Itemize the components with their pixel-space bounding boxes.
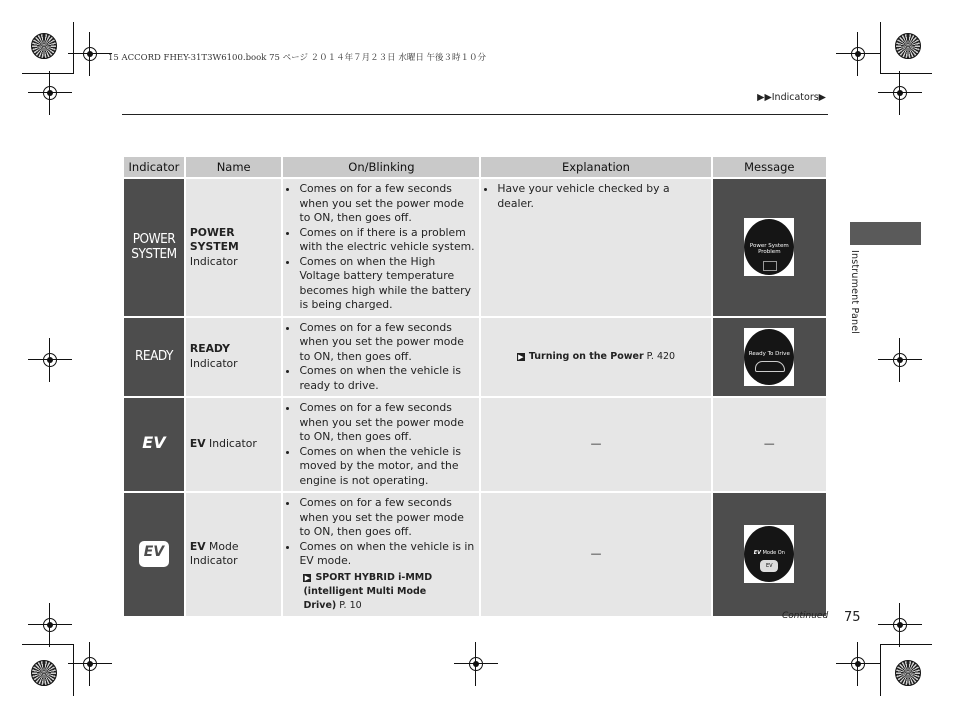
car-icon (755, 361, 785, 372)
registration-target (466, 654, 486, 674)
list-item: • Comes on when the High Voltage battery temperature becomes high while the battery is being charged. (299, 255, 475, 313)
header-name: Name (186, 157, 282, 177)
crop-mark (73, 644, 74, 696)
crop-mark (880, 73, 932, 74)
on-blinking-cell (283, 179, 479, 316)
ev-mode-indicator-icon (124, 493, 184, 616)
message-text: Problem (758, 249, 781, 256)
icon-text: EV (142, 433, 166, 453)
list-item: • Comes on when the vehicle is in EV mode. (299, 540, 475, 569)
registration-sunburst-top-left (31, 33, 57, 59)
indicator-name (186, 318, 282, 397)
page-number: 75 (844, 610, 861, 625)
registration-target (40, 83, 60, 103)
ready-to-drive-message-image (744, 328, 794, 386)
cross-reference-link[interactable] (517, 351, 675, 362)
registration-target (848, 654, 868, 674)
header-rule (122, 114, 828, 115)
header-message: Message (713, 157, 826, 177)
list-item: • Comes on for a few seconds when you set the power mode to ON, then goes off. (299, 321, 475, 365)
icon-text: READY (134, 348, 173, 365)
section-label: Instrument Panel (849, 250, 860, 335)
table-header-row (124, 157, 826, 177)
registration-target (80, 654, 100, 674)
crop-mark (22, 644, 74, 645)
crop-mark (880, 22, 881, 74)
breadcrumb: ▶▶Indicators▶ (757, 92, 826, 103)
message-text: Power System (749, 243, 789, 250)
warning-graphic-icon (763, 261, 777, 271)
ready-indicator-icon (124, 318, 184, 397)
icon-text: SYSTEM (131, 246, 177, 263)
ev-mode-on-message-image (744, 525, 794, 583)
message-chip: EV (760, 560, 778, 572)
header-indicator: Indicator (124, 157, 184, 177)
reference-arrow-icon: ▶ (304, 573, 311, 582)
print-header: 15 ACCORD FHEY-31T3W6100.book 75 ページ ２０１４年７月２３日 水曜日 午後３時１０分 (108, 53, 487, 63)
reference-arrow-icon: ▶ (518, 352, 524, 361)
list-item: • Comes on when the vehicle is moved by the motor, and the engine is not operating. (299, 445, 475, 489)
header-on-blinking: On/Blinking (283, 157, 479, 177)
registration-target (80, 44, 100, 64)
list-item: • Comes on when the vehicle is ready to drive. (299, 364, 475, 393)
ev-indicator-icon (124, 398, 184, 491)
name-rest: Mode (205, 539, 239, 553)
continued-label: Continued (782, 611, 829, 621)
indicator-name (186, 179, 282, 316)
reference-page: P. 420 (643, 350, 676, 362)
name-bold: EV (189, 539, 206, 553)
name-bold: EV (189, 437, 206, 451)
registration-target (40, 350, 60, 370)
power-system-problem-message-image (744, 218, 794, 276)
name-rest: Indicator (189, 554, 238, 568)
header-explanation: Explanation (481, 157, 710, 177)
message-text: Ready To Drive (748, 350, 790, 357)
list-item: • Have your vehicle checked by a dealer. (497, 182, 706, 211)
list-item: • Comes on for a few seconds when you set the power mode to ON, then goes off. (299, 182, 475, 226)
crop-mark (22, 73, 74, 74)
indicator-name (186, 493, 282, 616)
registration-target (890, 615, 910, 635)
explanation-cell (481, 179, 710, 316)
indicator-name (186, 398, 282, 491)
crop-mark (73, 22, 74, 74)
table-row (124, 318, 826, 397)
message-cell (713, 318, 826, 397)
reference-title: Drive) (303, 599, 337, 611)
explanation-cell: — (481, 493, 710, 616)
on-blinking-cell (283, 493, 479, 616)
on-blinking-cell (283, 318, 479, 397)
reference-title: Turning on the Power (528, 350, 644, 362)
icon-text: EV (139, 541, 169, 567)
list-item: • Comes on for a few seconds when you set the power mode to ON, then goes off. (299, 496, 475, 540)
message-cell (713, 179, 826, 316)
section-tab (850, 222, 921, 245)
message-cell: — (713, 398, 826, 491)
registration-target (848, 44, 868, 64)
registration-sunburst-bottom-right (895, 660, 921, 686)
explanation-cell (481, 318, 710, 397)
registration-target (40, 615, 60, 635)
table-row (124, 493, 826, 616)
table-row (124, 179, 826, 316)
reference-title: SPORT HYBRID i-MMD (315, 571, 433, 583)
message-cell (713, 493, 826, 616)
message-badge: EV (753, 550, 761, 557)
name-rest: Indicator (205, 437, 257, 451)
reference-page: P. 10 (336, 599, 362, 611)
name-rest: Indicator (189, 254, 238, 268)
crop-mark (880, 644, 932, 645)
registration-sunburst-top-right (895, 33, 921, 59)
name-bold: READY (189, 342, 230, 356)
reference-title: (intelligent Multi Mode (303, 585, 427, 597)
icon-text: POWER (132, 231, 176, 248)
name-bold: SYSTEM (189, 240, 239, 253)
registration-target (890, 350, 910, 370)
on-blinking-cell (283, 398, 479, 491)
power-system-indicator-icon (124, 179, 184, 316)
table-row (124, 398, 826, 491)
list-item: • Comes on if there is a problem with the electric vehicle system. (299, 226, 475, 255)
list-item: • Comes on for a few seconds when you set the power mode to ON, then goes off. (299, 401, 475, 445)
name-bold: POWER (189, 225, 235, 239)
indicator-table (122, 155, 828, 618)
crop-mark (880, 644, 881, 696)
registration-target (890, 83, 910, 103)
explanation-cell: — (481, 398, 710, 491)
cross-reference-link[interactable] (303, 571, 475, 613)
message-text: Mode On (762, 550, 785, 557)
registration-sunburst-bottom-left (31, 660, 57, 686)
name-rest: Indicator (189, 356, 238, 370)
